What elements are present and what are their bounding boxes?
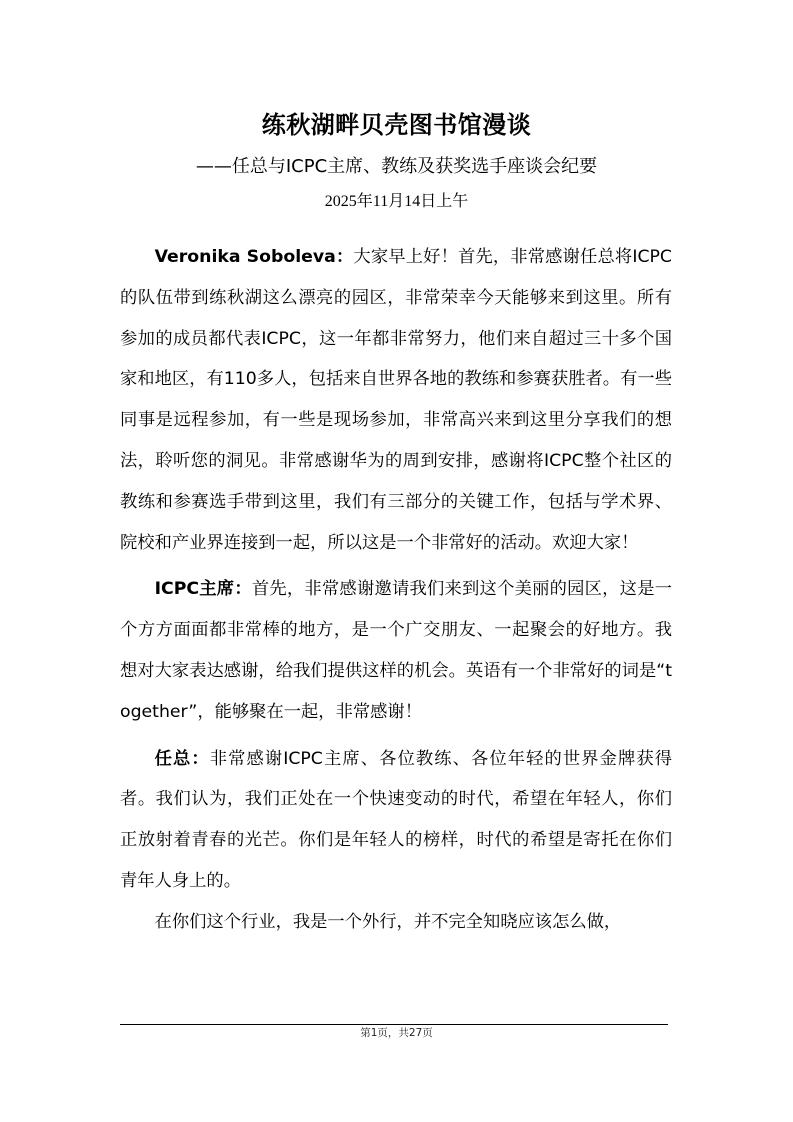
page-number: 第1页，共27页 xyxy=(360,1027,433,1039)
paragraph-icpc-president xyxy=(120,569,672,732)
speaker-name: Veronika Soboleva： xyxy=(154,247,354,267)
paragraph-veronika xyxy=(120,237,672,563)
paragraph-text: 非常感谢ICPC主席、各位教练、各位年轻的世界金牌获得者。我们认为，我们正处在一个快速变动的时代，希望在年轻人，你们正放射着青春的光芒。你们是年轻人的榜样，时代的希望是寄托在你们青年人身上的。 xyxy=(120,748,672,891)
speaker-name: 任总： xyxy=(154,748,210,769)
footer-divider xyxy=(120,1024,668,1025)
document-subtitle: ——任总与ICPC主席、教练及获奖选手座谈会纪要 xyxy=(195,156,598,177)
speaker-name: ICPC主席： xyxy=(154,579,252,600)
paragraph-text: 大家早上好！首先，非常感谢任总将ICPC的队伍带到练秋湖这么漂亮的园区，非常荣幸今天能够来到这里。所有参加的成员都代表ICPC，这一年都非常努力，他们来自超过三十多个国家和地区，有110多人，包括来自世界各地的教练和参赛获胜者。有一些同事是远程参加，有一些是现场参加，非常高兴来到这里分享我们的想法，聆听您的洞见。非常感谢华为的周到安排，感谢将ICPC整个社区的教练和参赛选手带到这里，我们有三部分的关键工作，包括与学术界、院校和产业界连接到一起，所以这是一个非常好的活动。欢迎大家！ xyxy=(120,247,672,553)
paragraph-text: 在你们这个行业，我是一个外行，并不完全知晓应该怎么做， xyxy=(154,911,622,932)
paragraph-text: 首先，非常感谢邀请我们来到这个美丽的园区，这是一个方方面面都非常棒的地方，是一个广交朋友、一起聚会的好地方。我想对大家表达感谢，给我们提供这样的机会。英语有一个非常好的词是“together”，能够聚在一起，非常感谢！ xyxy=(120,579,672,722)
document-title: 练秋湖畔贝壳图书馆漫谈 xyxy=(261,111,532,139)
document-body xyxy=(120,237,672,943)
paragraph-continuation xyxy=(120,902,672,943)
document-date: 2025年11月14日上午 xyxy=(324,193,469,210)
paragraph-ren xyxy=(120,739,672,902)
